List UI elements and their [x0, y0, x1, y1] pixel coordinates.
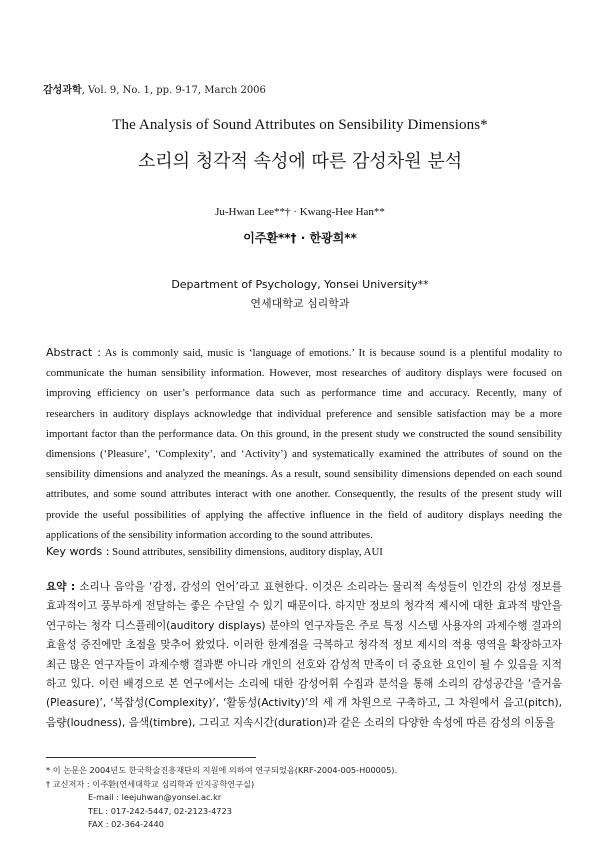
journal-name: 감성과학 [43, 85, 82, 96]
abstract [46, 343, 562, 545]
authors-korean: 이주환**† · 한광희** [243, 231, 357, 245]
contact-fax: FAX : 02-364-2440 [88, 819, 164, 830]
funding-note: * 이 논문은 2004년도 한국학술진흥재단의 지원에 의하여 연구되었음(KRF-2004-005-H00005). [46, 765, 398, 775]
keywords-label: Key words : [46, 545, 110, 558]
footnote-divider [46, 757, 256, 758]
summary-label: 요약 : [46, 581, 76, 593]
affiliation-english: Department of Psychology, Yonsei University** [171, 278, 429, 291]
keywords-text: Sound attributes, sensibility dimensions, auditory display, AUI [112, 546, 383, 558]
summary-text: 소리나 음악을 ‘감정, 감성의 언어’라고 표현한다. 이것은 소리라는 물리적 속성들이 인간의 감성 정보를 효과적이고 풍부하게 전달하는 좋은 수단일 수 있기 때문이다. 하지만 정보의 청각적 제시에 대한 효과적 방안을 연구하는 청각 디스플레이(auditory displays) 분야의 연구자들은 주로 특정 시스템 사용자의 과제수행 결과의 효율성 증진에만 초점을 맞추어 왔었다. 이러한 한계점을 극복하고 청각적 정보 제시의 적용 영역을 확장하고자 최근 많은 연구자들이 과제수행 결과뿐 아니라 개인의 선호와 감성적 만족이 더 중요한 요인이 될 수 있음을 지적하고 있다. 이런 배경으로 본 연구에서는 소리에 대한 감성어휘 수집과 분석을 통해 소리의 감성공간을 ‘즐거움(Pleasure)’, ‘복잡성(Complexity)’, ‘활동성(Activity)’의 세 개 차원으로 구축하고, 그 차원에서 음고(pitch), 음량(loudness), 음색(timbre), 그리고 지속시간(duration)과 같은 소리의 다양한 속성에 따른 감성의 이동을 [46, 581, 562, 729]
authors-english: Ju-Hwan Lee**† · Kwang-Hee Han** [215, 206, 385, 218]
footnotes [46, 764, 562, 832]
title-korean: 소리의 청각적 속성에 따른 감성차원 분석 [137, 151, 463, 172]
title-english: The Analysis of Sound Attributes on Sensibility Dimensions* [112, 117, 488, 133]
affiliation-korean: 연세대학교 심리학과 [250, 297, 350, 310]
contact-phone: TEL : 017-242-5447, 02-2123-4723 [88, 805, 232, 816]
korean-summary [46, 578, 562, 733]
corresponding-author-note: † 교신저자 : 이주환(연세대학교 심리학과 인지공학연구실) [46, 778, 255, 789]
journal-citation [43, 81, 266, 96]
abstract-label: Abstract : [46, 346, 101, 359]
journal-volume-info: , Vol. 9, No. 1, pp. 9-17, March 2006 [81, 85, 266, 96]
keywords [46, 545, 562, 558]
abstract-text: As is commonly said, music is ‘language of emotions.’ It is because sound is a plentiful modality to communicate the human sensibility information. However, most researches of auditory displays were focused on improving efficiency on user’s performance data such as performance time and accuracy. Recently, many of researchers in auditory displays acknowledge that individual preference and sensible satisfaction may be a more important factor than the performance data. On this ground, in the present study we constructed the sound sensibility dimensions (‘Pleasure’, ‘Complexity’, and ‘Activity’) and systematically examined the attributes of sound on the sensibility dimensions and analyzed the meanings. As a result, sound sensibility dimensions depended on each sound attributes, and some sound attributes interact with one another. Consequently, the results of the present study will provide the useful possibilities of applying the affective influence in the field of auditory displays needing the applications of the sensibility information according to the sound attributes. [46, 347, 562, 541]
contact-email: E-mail : leejuhwan@yonsei.ac.kr [88, 792, 222, 803]
